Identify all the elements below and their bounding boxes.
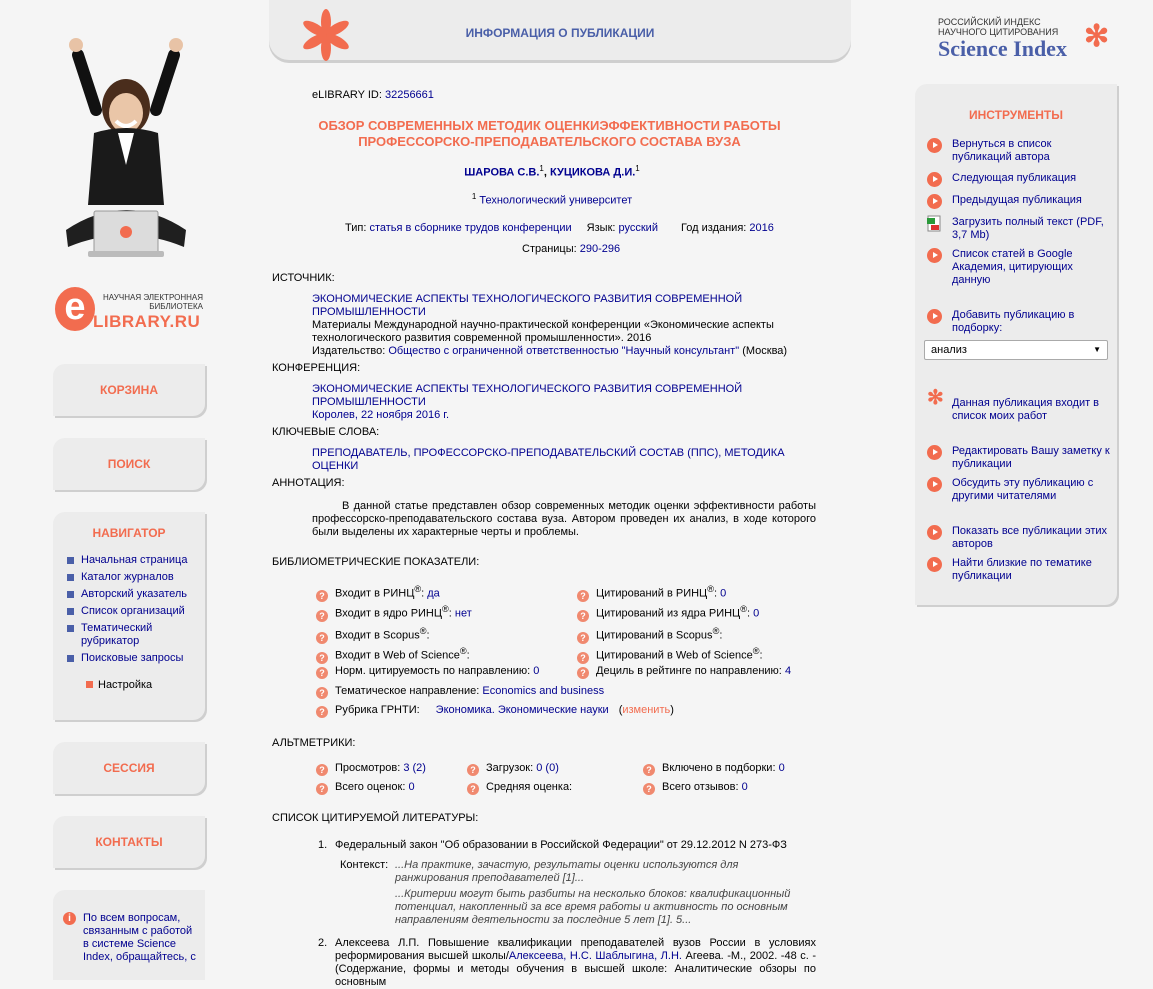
- ref-item-1: Федеральный закон "Об образовании в Российской Федерации" от 29.12.2012 N 273-ФЗ: [335, 839, 787, 851]
- question-icon[interactable]: ?: [316, 610, 328, 622]
- publisher-link[interactable]: Общество с ограниченной ответственностью "Научный консультант": [388, 345, 740, 357]
- type-value[interactable]: статья в сборнике трудов конференции: [369, 222, 572, 234]
- pages-value[interactable]: 290-296: [579, 243, 621, 255]
- context-2: ...Критерии могут быть разбиты на несколько блоков: квалификационный потенциал, накопленный за все время работы и активность по основным направлениям деятельности за последние 5 лет [1]. 5...: [395, 888, 791, 926]
- keywords-link[interactable]: ПРЕПОДАВАТЕЛЬ, ПРОФЕССОРСКО-ПРЕПОДАВАТЕЛЬСКИЙ СОСТАВ (ППС), МЕТОДИКА ОЦЕНКИ: [312, 447, 785, 472]
- stat-scopus-in: ? Входит в Scopus®:: [316, 625, 430, 644]
- question-icon[interactable]: ?: [316, 667, 328, 679]
- stat-rinc-in: ? Входит в РИНЦ®: да: [316, 583, 440, 602]
- references-label: СПИСОК ЦИТИРУЕМОЙ ЛИТЕРАТУРЫ:: [272, 812, 479, 824]
- si-brand: Science Index: [938, 36, 1067, 61]
- stat-label: Всего отзывов:: [662, 781, 739, 793]
- stat-core-in: ? Входит в ядро РИНЦ®: нет: [316, 603, 472, 622]
- pages-label: Страницы:: [522, 243, 577, 255]
- author-sup: 1: [539, 164, 544, 173]
- arrow-circle-icon: [927, 525, 942, 540]
- discuss-link[interactable]: [927, 477, 1112, 503]
- search-button[interactable]: ПОИСК: [107, 457, 151, 471]
- reg-mark: ®: [419, 626, 427, 636]
- chevron-down-icon: ▼: [1093, 345, 1101, 354]
- info-icon: i: [63, 912, 76, 925]
- next-publication-link[interactable]: [927, 172, 1112, 185]
- tool-label: Список статей в Google Академия, цитирующих данную: [952, 248, 1073, 286]
- navigator-title: НАВИГАТОР: [92, 526, 166, 540]
- abstract-text: В данной статье представлен обзор современных методик оценки эффективности работы профессорско-преподавательского состава вуза. Автором проведен их анализ, в ходе которого были выделены их характерные черты и проблемы.: [312, 500, 816, 538]
- question-icon[interactable]: ?: [577, 632, 589, 644]
- stat-label: Всего оценок:: [335, 781, 406, 793]
- similar-link[interactable]: [927, 557, 1112, 583]
- reg-mark: ®: [442, 604, 449, 614]
- stat-label: Входит в Web of Science: [335, 649, 460, 662]
- arrow-circle-icon: [927, 557, 942, 572]
- publisher-label: Издательство:: [312, 345, 386, 357]
- question-icon[interactable]: ?: [316, 632, 328, 644]
- reg-mark: ®: [752, 646, 760, 656]
- session-box: [53, 742, 205, 794]
- collection-select[interactable]: [924, 340, 1108, 360]
- tool-label: Данная публикация входит в список моих работ: [952, 397, 1100, 422]
- alt-avg: [467, 781, 572, 795]
- page-title: ИНФОРМАЦИЯ О ПУБЛИКАЦИИ: [465, 26, 655, 40]
- header-tab: [269, 0, 851, 60]
- google-scholar-link[interactable]: [927, 248, 1112, 287]
- arrow-circle-icon: [927, 477, 942, 492]
- question-icon[interactable]: ?: [467, 764, 479, 776]
- keywords-label: КЛЮЧЕВЫЕ СЛОВА:: [272, 426, 380, 438]
- stat-label: Цитирований в Web of Science: [596, 649, 753, 662]
- type-line: [345, 222, 774, 234]
- back-to-author-link[interactable]: [927, 138, 1112, 164]
- conference-label: КОНФЕРЕНЦИЯ:: [272, 362, 361, 374]
- stat-label: Входит в Scopus: [335, 629, 420, 642]
- left-column: [0, 0, 260, 970]
- session-button[interactable]: СЕССИЯ: [103, 761, 155, 775]
- stat-label: Цитирований в РИНЦ: [596, 587, 708, 600]
- stat-label: Средняя оценка:: [486, 781, 573, 793]
- affiliation-sup: 1: [471, 192, 477, 201]
- select-value: анализ: [931, 344, 967, 356]
- contacts-box: [53, 816, 205, 868]
- download-pdf-link[interactable]: [927, 216, 1112, 242]
- tool-label: Следующая публикация: [952, 172, 1077, 184]
- tool-label: Загрузить полный текст (PDF, 3,7 Mb): [952, 216, 1104, 241]
- arrow-circle-icon: [927, 194, 942, 209]
- reg-mark: ®: [414, 584, 422, 594]
- authors-line: ШАРОВА С.В.$^1$, КУЦИКОВА Д.И.$^1$: [464, 164, 640, 179]
- id-value[interactable]: 32256661: [384, 89, 434, 101]
- tool-label: Добавить публикацию в подборку:: [952, 309, 1075, 334]
- source-block: [272, 293, 817, 358]
- question-icon[interactable]: ?: [577, 652, 589, 664]
- type-label: Тип:: [345, 222, 367, 234]
- prev-publication-link[interactable]: [927, 194, 1112, 207]
- my-works-link[interactable]: [927, 387, 1112, 423]
- nav-item-rubricator[interactable]: Тематический рубрикатор: [65, 622, 155, 648]
- source-title-link[interactable]: ЭКОНОМИЧЕСКИЕ АСПЕКТЫ ТЕХНОЛОГИЧЕСКОГО РАЗВИТИЯ СОВРЕМЕННОЙ ПРОМЫШЛЕННОСТИ: [312, 293, 743, 318]
- source-label: ИСТОЧНИК:: [272, 272, 335, 284]
- elibrary-logo-brand: LIBRARY.RU: [93, 312, 201, 331]
- ref-text: Алексеева Л.П. Повышение квалификации преподавателей вузов России в условиях реформирования высшей школы/: [335, 937, 816, 962]
- nav-item-home[interactable]: Начальная страница: [65, 554, 205, 567]
- lang-value[interactable]: русский: [618, 222, 658, 234]
- stat-label: Дециль в рейтинге по направлению:: [596, 665, 782, 677]
- question-icon[interactable]: ?: [316, 706, 328, 718]
- logo-line-2: БИБЛИОТЕКА: [149, 302, 203, 311]
- stat-label: Цитирований в Scopus: [596, 629, 713, 642]
- abstract-label: АННОТАЦИЯ:: [272, 477, 345, 489]
- question-icon[interactable]: ?: [643, 764, 655, 776]
- publication-title: ОБЗОР СОВРЕМЕННЫХ МЕТОДИК ОЦЕНКИЭФФЕКТИВНОСТИ РАБОТЫ ПРОФЕССОРСКО-ПРЕПОДАВАТЕЛЬСКОГО СОСТАВА ВУЗА: [318, 118, 781, 149]
- all-authors-link[interactable]: [927, 525, 1112, 551]
- stat-label: Загрузок:: [486, 762, 534, 774]
- ref-author-link[interactable]: Алексеева, Н.С. Шаблыгина, Л.Н.: [508, 950, 682, 962]
- nav-item-authors[interactable]: Авторский указатель: [65, 588, 205, 601]
- publisher-city: (Москва): [742, 345, 788, 357]
- author-link[interactable]: КУЦИКОВА Д.И.: [549, 166, 636, 179]
- stat-wos-in: ? Входит в Web of Science®:: [316, 645, 470, 664]
- context-1: ...На практике, зачастую, результаты оценки используются для ранжирования преподавателей [1]...: [395, 859, 739, 884]
- arrow-circle-icon: [927, 172, 942, 187]
- nav-item-queries[interactable]: Поисковые запросы: [65, 652, 205, 665]
- stat-value[interactable]: нет: [454, 607, 472, 620]
- tool-label: Найти близкие по тематике публикации: [952, 557, 1092, 582]
- grnti-change-link[interactable]: изменить: [622, 704, 671, 716]
- stat-label: Рубрика ГРНТИ:: [335, 704, 420, 716]
- stat-label: Норм. цитируемость по направлению:: [335, 665, 531, 677]
- tools-title: ИНСТРУМЕНТЫ: [968, 108, 1064, 122]
- stat-label: Включено в подборки:: [662, 762, 776, 774]
- arrow-circle-icon: [927, 445, 942, 460]
- author-link[interactable]: ШАРОВА С.В.: [464, 166, 540, 179]
- reg-mark: ®: [459, 646, 467, 656]
- stat-label: Тематическое направление:: [335, 685, 480, 697]
- edit-note-link[interactable]: [927, 445, 1112, 471]
- alt-collections: [643, 762, 785, 776]
- id-label: eLIBRARY ID:: [312, 89, 382, 101]
- si-line-2: НАУЧНОГО ЦИТИРОВАНИЯ: [938, 27, 1059, 37]
- stat-value[interactable]: 0: [408, 781, 415, 793]
- ref-item-2: [335, 937, 816, 989]
- affiliation-link[interactable]: Технологический университет: [479, 194, 633, 207]
- question-icon[interactable]: ?: [316, 687, 328, 699]
- context-label: Контекст:: [340, 859, 389, 871]
- stat-value[interactable]: 4: [784, 665, 792, 677]
- navigator-panel: [53, 512, 205, 720]
- stat-cit-rinc: ? Цитирований в РИНЦ®: 0: [577, 583, 726, 602]
- si-line-1: РОССИЙСКИЙ ИНДЕКС: [938, 17, 1041, 27]
- stat-norm: [316, 665, 539, 679]
- cart-box: [53, 364, 205, 416]
- stat-cit-scopus: ? Цитирований в Scopus®:: [577, 625, 722, 644]
- question-icon[interactable]: ?: [577, 610, 589, 622]
- question-icon[interactable]: ?: [316, 764, 328, 776]
- cart-button[interactable]: КОРЗИНА: [100, 383, 158, 397]
- arrow-circle-icon: [927, 138, 942, 153]
- tool-label: Предыдущая публикация: [952, 194, 1082, 206]
- keywords-block: [272, 447, 832, 473]
- elibrary-id-line: [312, 89, 434, 101]
- arrow-circle-icon: [927, 309, 942, 324]
- reg-mark: ®: [740, 604, 747, 614]
- biblio-label: БИБЛИОМЕТРИЧЕСКИЕ ПОКАЗАТЕЛИ:: [272, 556, 480, 568]
- stat-direction: [316, 685, 604, 699]
- pages-line: [522, 243, 620, 255]
- question-icon[interactable]: ?: [577, 590, 589, 602]
- question-icon[interactable]: ?: [643, 783, 655, 795]
- stat-value[interactable]: да: [427, 587, 440, 600]
- reg-mark: ®: [712, 626, 720, 636]
- stat-value[interactable]: 3 (2): [403, 762, 426, 774]
- year-value[interactable]: 2016: [749, 222, 774, 234]
- help-link[interactable]: По всем вопросам, связанным с работой в системе Science Index, обращайтесь, с: [83, 912, 196, 963]
- help-panel: [53, 890, 205, 980]
- altmetrics-label: АЛЬТМЕТРИКИ:: [272, 737, 356, 749]
- affiliation-line: [272, 192, 832, 207]
- stat-grnti: ? Рубрика ГРНТИ: Экономика. Экономические науки (изменить): [316, 704, 674, 718]
- stat-label: Цитирований из ядра РИНЦ: [596, 607, 741, 620]
- stat-value[interactable]: Economics and business: [482, 685, 605, 697]
- elibrary-logo[interactable]: [55, 287, 215, 337]
- author-sup: 1: [635, 164, 640, 173]
- stat-label: Входит в РИНЦ: [335, 587, 415, 600]
- tools-panel: [915, 84, 1117, 605]
- ref-number: 1.: [318, 839, 328, 851]
- science-index-logo[interactable]: [938, 17, 1118, 67]
- pdf-icon: [927, 215, 942, 232]
- contacts-button[interactable]: КОНТАКТЫ: [95, 835, 163, 849]
- lang-label: Язык:: [586, 222, 616, 234]
- elibrary-logo-e: e: [55, 287, 95, 331]
- alt-views: [316, 762, 426, 776]
- stat-decile: [577, 665, 791, 679]
- tool-label: Показать все публикации этих авторов: [952, 525, 1108, 550]
- grnti-link[interactable]: Экономика. Экономические науки: [435, 704, 609, 716]
- stat-label: Входит в ядро РИНЦ: [335, 607, 443, 620]
- asterisk-icon: ✻: [1084, 20, 1110, 53]
- stat-label: Просмотров:: [335, 762, 401, 774]
- add-to-collection-link[interactable]: [927, 309, 1112, 335]
- stat-value[interactable]: 0: [741, 781, 748, 793]
- elibrary-logo-caption: [93, 293, 203, 311]
- conference-block: [272, 383, 817, 422]
- arrow-circle-icon: [927, 248, 942, 263]
- logo-line-1: НАУЧНАЯ ЭЛЕКТРОННАЯ: [103, 293, 203, 302]
- tool-label: Обсудить эту публикацию с другими читателями: [952, 477, 1094, 502]
- nav-item-settings[interactable]: Настройка: [53, 679, 205, 691]
- stat-value[interactable]: 0: [753, 607, 760, 620]
- stat-value[interactable]: 0: [778, 762, 785, 774]
- hero-illustration: [56, 15, 196, 265]
- tool-label: Вернуться в список публикаций автора: [952, 138, 1052, 163]
- nav-item-journals[interactable]: Каталог журналов: [65, 571, 205, 584]
- alt-downloads: [467, 762, 559, 776]
- year-label: Год издания:: [681, 222, 747, 234]
- question-icon[interactable]: ?: [577, 667, 589, 679]
- question-icon[interactable]: ?: [316, 590, 328, 602]
- stat-value[interactable]: 0 (0): [536, 762, 559, 774]
- alt-reviews: [643, 781, 748, 795]
- reg-mark: ®: [707, 584, 714, 594]
- tool-label: Редактировать Вашу заметку к публикации: [952, 445, 1110, 470]
- conference-title-link[interactable]: ЭКОНОМИЧЕСКИЕ АСПЕКТЫ ТЕХНОЛОГИЧЕСКОГО РАЗВИТИЯ СОВРЕМЕННОЙ ПРОМЫШЛЕННОСТИ: [312, 383, 743, 408]
- alt-ratings: [316, 781, 415, 795]
- conference-place-link[interactable]: Королев, 22 ноября 2016 г.: [312, 409, 450, 421]
- asterisk-icon: ✻: [927, 387, 944, 409]
- stat-cit-wos: ? Цитирований в Web of Science®:: [577, 645, 763, 664]
- ref-text: Агеева. -М., 2002. -48 с. - (Содержание, формы и методы обучения в высшей школе: Аналитические обзоры по основным: [335, 950, 816, 988]
- search-box: [53, 438, 205, 490]
- nav-item-organizations[interactable]: Список организаций: [65, 605, 205, 618]
- stat-value[interactable]: 0: [533, 665, 540, 677]
- ref-number: 2.: [318, 937, 328, 949]
- stat-cit-core: ? Цитирований из ядра РИНЦ®: 0: [577, 603, 759, 622]
- question-icon[interactable]: ?: [316, 652, 328, 664]
- stat-value[interactable]: 0: [720, 587, 727, 600]
- question-icon[interactable]: ?: [316, 783, 328, 795]
- question-icon[interactable]: ?: [467, 783, 479, 795]
- source-desc: Материалы Международной научно-практической конференции «Экономические аспекты технологического развития современной промышленности». 2016: [312, 319, 774, 344]
